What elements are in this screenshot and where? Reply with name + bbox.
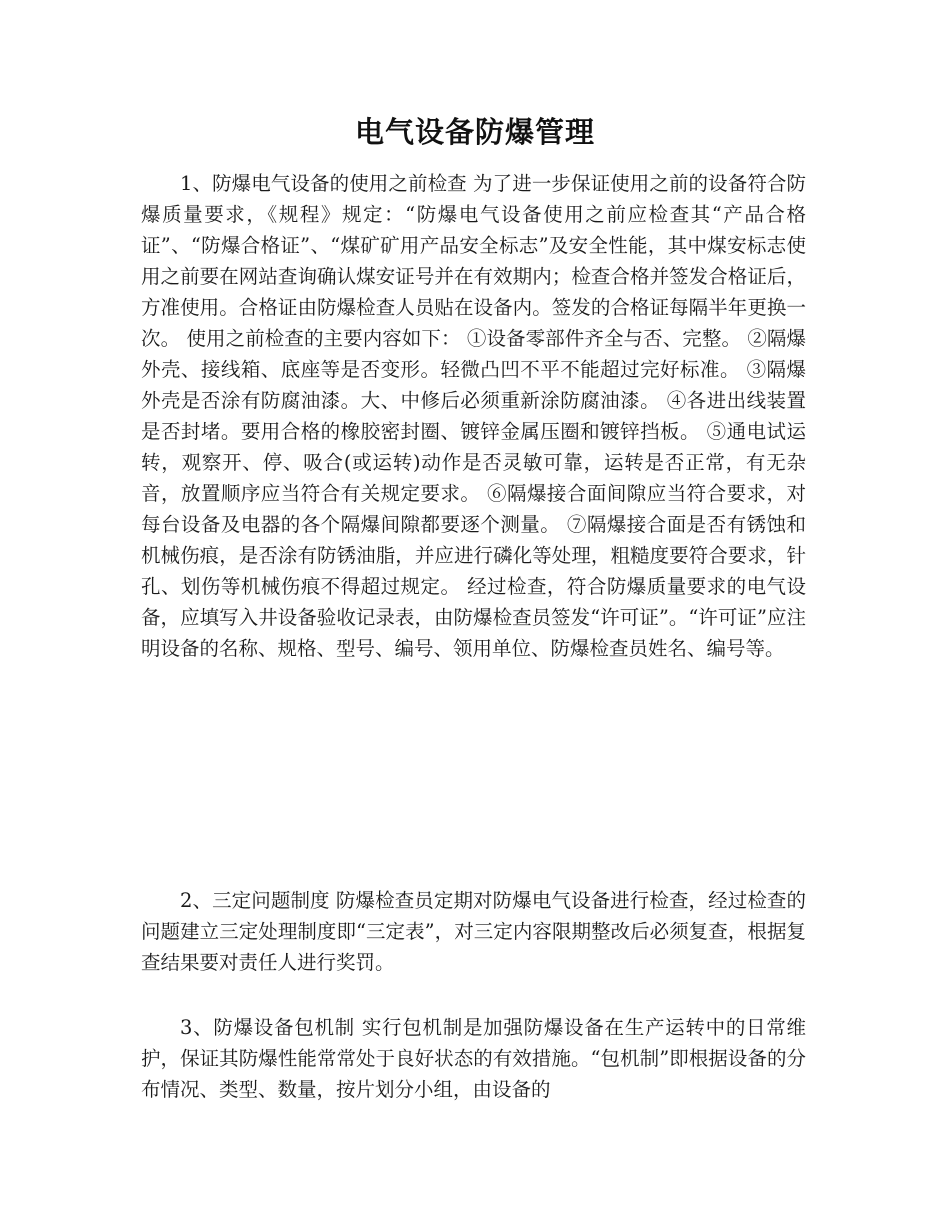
document-title: 电气设备防爆管理 — [354, 115, 595, 149]
paragraph-equipment-responsibility-system: 3、防爆设备包机制 实行包机制是加强防爆设备在生产运转中的日常维护，保证其防爆性能常常处于良好状态的有效措施。“包机制”即根据设备的分布情况、类型、数量，按片划分小组，由设备的 — [141, 1016, 806, 1101]
paragraph-pre-use-inspection: 1、防爆电气设备的使用之前检查 为了进一步保证使用之前的设备符合防爆质量要求，《规程》规定：“防爆电气设备使用之前应检查其“产品合格证”、“防爆合格证”、“煤矿矿用产品安全标志”及安全性能，其中煤安标志使用之前要在网站查询确认煤安证号并在有效期内；检查合格并签发合格证后，方准使用。合格证由防爆检查人员贴在设备内。签发的合格证每隔半年更换一次。 使用之前检查的主要内容如下： ①设备零部件齐全与否、完整。 ②隔爆外壳、接线箱、底座等是否变形。轻微凸凹不平不能超过完好标准。 ③隔爆外壳是否涂有防腐油漆。大、中修后必须重新涂防腐油漆。 ④各进出线装置是否封堵。要用合格的橡胶密封圈、镀锌金属压圈和镀锌挡板。 ⑤通电试运转，观察开、停、吸合(或运转)动作是否灵敏可靠，运转是否正常，有无杂音，放置顺序应当符合有关规定要求。 ⑥隔爆接合面间隙应当符合要求，对每台设备及电器的各个隔爆间隙都要逐个测量。 ⑦隔爆接合面是否有锈蚀和机械伤痕，是否涂有防锈油脂，并应进行磷化等处理，粗糙度要符合要求，针孔、划伤等机械伤痕不得超过规定。 经过检查，符合防爆质量要求的电气设备，应填写入井设备验收记录表，由防爆检查员签发“许可证”。“许可证”应注明设备的名称、规格、型号、编号、领用单位、防爆检查员姓名、编号等。 — [141, 172, 806, 660]
paragraph-three-fixed-system: 2、三定问题制度 防爆检查员定期对防爆电气设备进行检查，经过检查的问题建立三定处理制度即“三定表”，对三定内容限期整改后必须复查，根据复查结果要对责任人进行奖罚。 — [141, 889, 806, 974]
